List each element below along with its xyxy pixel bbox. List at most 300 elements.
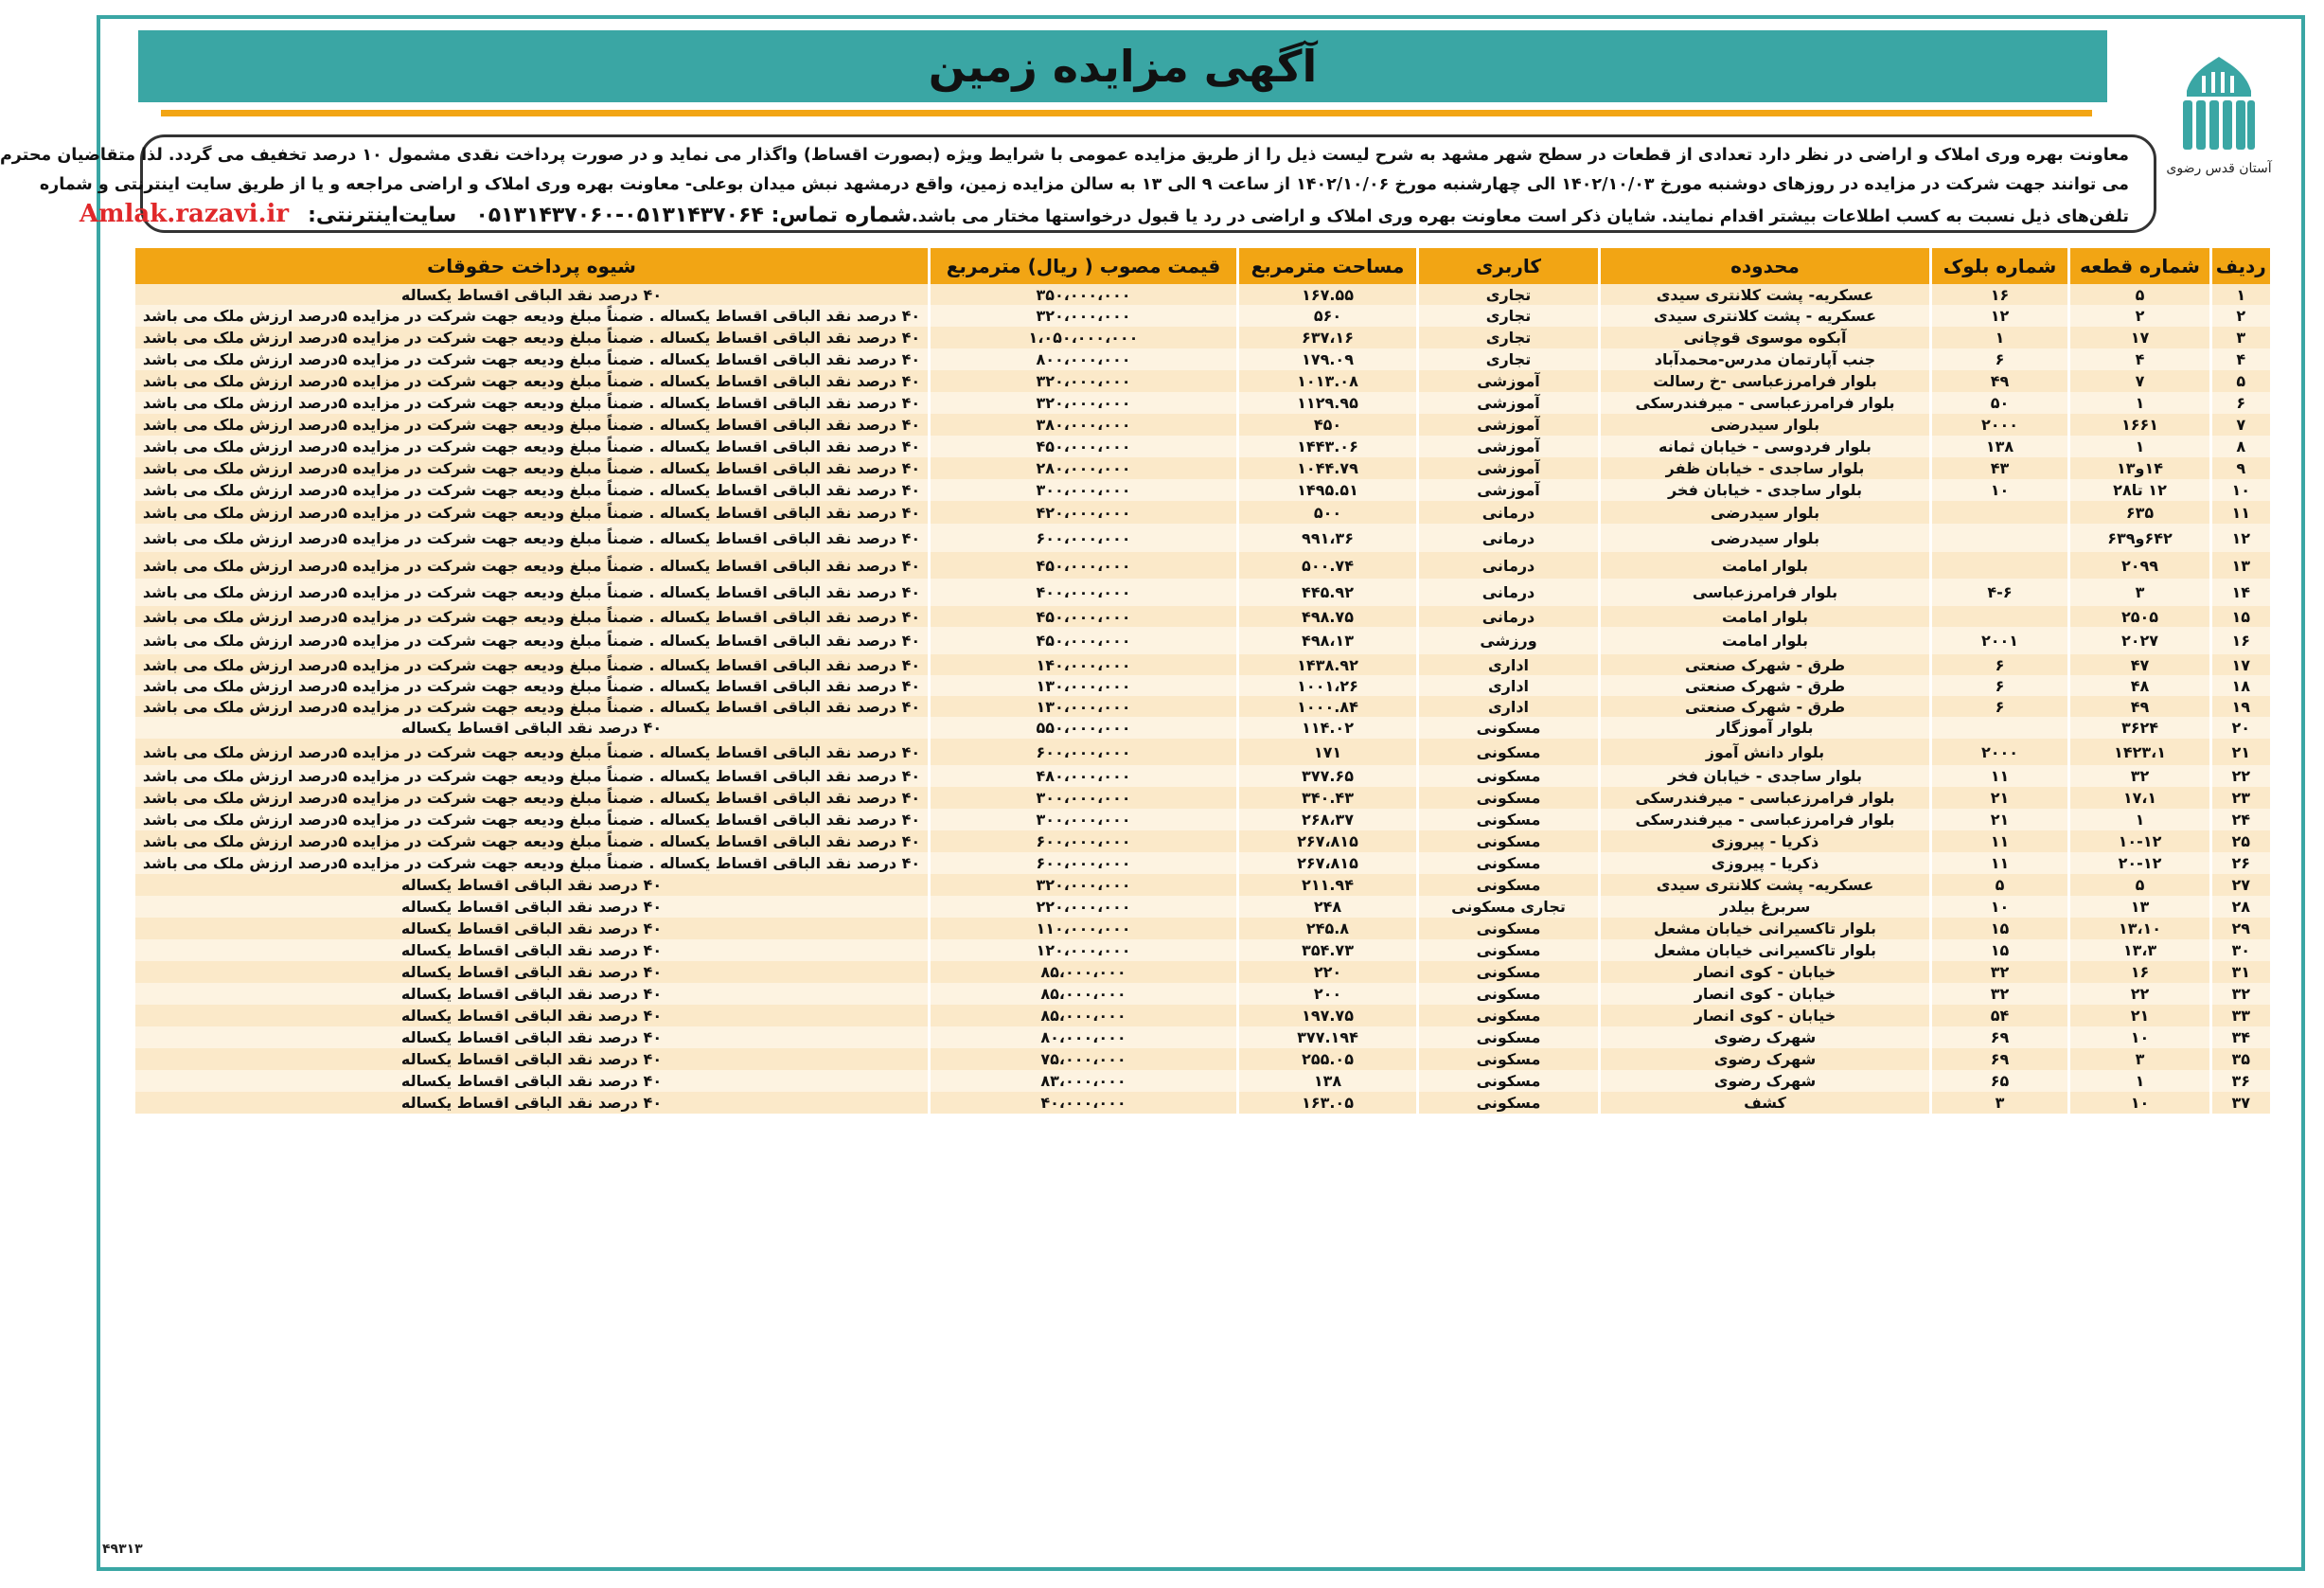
cell-row-number: ۳۱ [2211,961,2270,983]
cell-block-number: ۶۵ [1931,1070,2069,1092]
cell-usage: تجاری [1418,284,1600,305]
table-row [134,1048,2270,1070]
table-row [134,852,2270,874]
cell-price: ۴۵۰،۰۰۰،۰۰۰ [930,436,1238,457]
cell-area: سربرغ بیلدر [1600,896,1931,918]
cell-row-number: ۱۹ [2211,696,2270,717]
cell-price: ۳۸۰،۰۰۰،۰۰۰ [930,414,1238,436]
cell-area: طرق - شهرک صنعتی [1600,696,1931,717]
cell-price: ۲۸۰،۰۰۰،۰۰۰ [930,457,1238,479]
cell-price: ۴۵۰،۰۰۰،۰۰۰ [930,606,1238,627]
cell-row-number: ۱۲ [2211,524,2270,552]
cell-plot-number: ۴۸ [2069,675,2211,696]
cell-plot-number: ۱۴۲۳،۱ [2069,739,2211,765]
cell-plot-number: ۱۳ [2069,896,2211,918]
cell-usage: مسکونی [1418,1092,1600,1114]
shrine-dome-icon [2173,53,2264,159]
cell-plot-number: ۲۱ [2069,1005,2211,1026]
table-body [134,284,2270,1114]
table-row [134,675,2270,696]
cell-usage: مسکونی [1418,765,1600,787]
cell-payment-terms: ۴۰ درصد نقد الباقی اقساط یکساله . ضمناً مبلغ ودیعه جهت شرکت در مزایده ۵درصد ارزش ملک می باشد [134,579,930,606]
cell-block-number [1931,501,2069,524]
cell-plot-number: ۱۳،۳ [2069,939,2211,961]
cell-usage: مسکونی [1418,787,1600,809]
cell-size: ۱۰۰۰.۸۴ [1238,696,1418,717]
title-banner [138,30,2107,102]
cell-payment-terms: ۴۰ درصد نقد الباقی اقساط یکساله . ضمناً مبلغ ودیعه جهت شرکت در مزایده ۵درصد ارزش ملک می باشد [134,787,930,809]
cell-size: ۴۹۸،۱۳ [1238,627,1418,654]
table-row [134,579,2270,606]
cell-plot-number: ۱۴و۱۳ [2069,457,2211,479]
cell-size: ۵۰۰ [1238,501,1418,524]
table-row [134,874,2270,896]
cell-row-number: ۳۰ [2211,939,2270,961]
cell-block-number: ۶ [1931,654,2069,675]
cell-row-number: ۱۴ [2211,579,2270,606]
cell-usage: اداری [1418,654,1600,675]
header-area: محدوده [1600,248,1931,284]
cell-payment-terms: ۴۰ درصد نقد الباقی اقساط یکساله [134,918,930,939]
cell-payment-terms: ۴۰ درصد نقد الباقی اقساط یکساله . ضمناً مبلغ ودیعه جهت شرکت در مزایده ۵درصد ارزش ملک می باشد [134,414,930,436]
table-row [134,939,2270,961]
cell-area: بلوار ساجدی - خیابان فخر [1600,479,1931,501]
cell-size: ۶۳۷،۱۶ [1238,327,1418,348]
cell-size: ۱۶۷.۵۵ [1238,284,1418,305]
cell-usage: مسکونی [1418,1048,1600,1070]
phone-label: شماره تماس: [771,204,912,227]
cell-plot-number: ۶۳۵ [2069,501,2211,524]
cell-size: ۲۵۵.۰۵ [1238,1048,1418,1070]
cell-row-number: ۱۱ [2211,501,2270,524]
cell-block-number: ۲۰۰۰ [1931,414,2069,436]
header-usage: کاربری [1418,248,1600,284]
table-row [134,717,2270,739]
cell-row-number: ۲۵ [2211,830,2270,852]
cell-area: عسکریه- پشت کلانتری سیدی [1600,284,1931,305]
cell-block-number: ۱۱ [1931,830,2069,852]
cell-block-number: ۱ [1931,327,2069,348]
cell-payment-terms: ۴۰ درصد نقد الباقی اقساط یکساله [134,1092,930,1114]
cell-usage: مسکونی [1418,852,1600,874]
cell-size: ۳۷۷.۱۹۴ [1238,1026,1418,1048]
cell-row-number: ۸ [2211,436,2270,457]
cell-area: کشف [1600,1092,1931,1114]
cell-row-number: ۲۷ [2211,874,2270,896]
cell-area: بلوار دانش آموز [1600,739,1931,765]
cell-payment-terms: ۴۰ درصد نقد الباقی اقساط یکساله [134,717,930,739]
cell-block-number: ۱۳۸ [1931,436,2069,457]
cell-area: بلوار فرامرزعباسی [1600,579,1931,606]
cell-area: بلوار آموزگار [1600,717,1931,739]
cell-payment-terms: ۴۰ درصد نقد الباقی اقساط یکساله . ضمناً مبلغ ودیعه جهت شرکت در مزایده ۵درصد ارزش ملک می باشد [134,524,930,552]
contact-info [80,200,912,230]
cell-size: ۱۹۷.۷۵ [1238,1005,1418,1026]
cell-area: ذکریا - پیروزی [1600,830,1931,852]
cell-row-number: ۲۹ [2211,918,2270,939]
cell-block-number: ۱۰ [1931,896,2069,918]
cell-block-number: ۱۰ [1931,479,2069,501]
cell-payment-terms: ۴۰ درصد نقد الباقی اقساط یکساله . ضمناً مبلغ ودیعه جهت شرکت در مزایده ۵درصد ارزش ملک می باشد [134,327,930,348]
cell-block-number [1931,606,2069,627]
cell-plot-number: ۲۰-۱۲ [2069,852,2211,874]
table-row [134,414,2270,436]
cell-block-number: ۵۴ [1931,1005,2069,1026]
cell-block-number [1931,717,2069,739]
cell-usage: تجاری مسکونی [1418,896,1600,918]
cell-payment-terms: ۴۰ درصد نقد الباقی اقساط یکساله [134,1070,930,1092]
cell-payment-terms: ۴۰ درصد نقد الباقی اقساط یکساله [134,874,930,896]
cell-usage: اداری [1418,675,1600,696]
cell-size: ۹۹۱،۳۶ [1238,524,1418,552]
cell-price: ۱،۰۵۰،۰۰۰،۰۰۰ [930,327,1238,348]
cell-plot-number: ۴۹ [2069,696,2211,717]
cell-price: ۱۱۰،۰۰۰،۰۰۰ [930,918,1238,939]
cell-payment-terms: ۴۰ درصد نقد الباقی اقساط یکساله . ضمناً مبلغ ودیعه جهت شرکت در مزایده ۵درصد ارزش ملک می باشد [134,305,930,327]
cell-row-number: ۳۲ [2211,983,2270,1005]
auction-table [133,248,2270,1114]
cell-plot-number: ۱۳،۱۰ [2069,918,2211,939]
logo-text: آستان قدس رضوی [2166,161,2272,176]
cell-area: شهرک رضوی [1600,1070,1931,1092]
cell-area: طرق - شهرک صنعتی [1600,654,1931,675]
cell-area: خیابان - کوی انصار [1600,983,1931,1005]
cell-size: ۳۵۴.۷۳ [1238,939,1418,961]
cell-price: ۶۰۰،۰۰۰،۰۰۰ [930,852,1238,874]
cell-row-number: ۴ [2211,348,2270,370]
cell-plot-number: ۳۲ [2069,765,2211,787]
cell-row-number: ۳۷ [2211,1092,2270,1114]
cell-price: ۱۳۰،۰۰۰،۰۰۰ [930,696,1238,717]
cell-plot-number: ۱۰-۱۲ [2069,830,2211,852]
cell-row-number: ۱۳ [2211,552,2270,579]
header-block-number: شماره بلوک [1931,248,2069,284]
cell-plot-number: ۵ [2069,874,2211,896]
table-row [134,696,2270,717]
table-row [134,896,2270,918]
cell-price: ۴۸۰،۰۰۰،۰۰۰ [930,765,1238,787]
cell-row-number: ۱۰ [2211,479,2270,501]
cell-block-number: ۴۳ [1931,457,2069,479]
cell-payment-terms: ۴۰ درصد نقد الباقی اقساط یکساله [134,939,930,961]
cell-size: ۴۴۵.۹۲ [1238,579,1418,606]
cell-area: آبکوه موسوی قوچانی [1600,327,1931,348]
table-row [134,627,2270,654]
cell-size: ۲۶۷،۸۱۵ [1238,830,1418,852]
cell-price: ۱۲۰،۰۰۰،۰۰۰ [930,939,1238,961]
cell-price: ۳۵۰،۰۰۰،۰۰۰ [930,284,1238,305]
cell-usage: مسکونی [1418,1070,1600,1092]
table-row [134,918,2270,939]
cell-plot-number: ۶۴۲و۶۳۹ [2069,524,2211,552]
cell-price: ۳۲۰،۰۰۰،۰۰۰ [930,305,1238,327]
cell-row-number: ۵ [2211,370,2270,392]
cell-usage: درمانی [1418,579,1600,606]
website-link[interactable]: Amlak.razavi.ir [79,200,290,228]
cell-usage: آموزشی [1418,457,1600,479]
table-row [134,370,2270,392]
intro-contact-line [79,200,2129,232]
cell-payment-terms: ۴۰ درصد نقد الباقی اقساط یکساله . ضمناً مبلغ ودیعه جهت شرکت در مزایده ۵درصد ارزش ملک می باشد [134,739,930,765]
cell-area: ذکریا - پیروزی [1600,852,1931,874]
cell-size: ۱۷۱ [1238,739,1418,765]
cell-block-number: ۶۹ [1931,1026,2069,1048]
cell-area: بلوار فرامرزعباسی -خ رسالت [1600,370,1931,392]
table-row [134,501,2270,524]
cell-usage: درمانی [1418,606,1600,627]
cell-usage: مسکونی [1418,1026,1600,1048]
cell-usage: تجاری [1418,348,1600,370]
header-size: مساحت مترمربع [1238,248,1418,284]
cell-usage: تجاری [1418,305,1600,327]
cell-area: بلوار فرامرزعباسی - میرفندرسکی [1600,787,1931,809]
cell-block-number [1931,524,2069,552]
table-row [134,1005,2270,1026]
cell-size: ۳۷۷.۶۵ [1238,765,1418,787]
cell-block-number: ۴۹ [1931,370,2069,392]
cell-size: ۱۴۹۵.۵۱ [1238,479,1418,501]
cell-price: ۳۰۰،۰۰۰،۰۰۰ [930,479,1238,501]
cell-usage: آموزشی [1418,436,1600,457]
cell-payment-terms: ۴۰ درصد نقد الباقی اقساط یکساله . ضمناً مبلغ ودیعه جهت شرکت در مزایده ۵درصد ارزش ملک می باشد [134,675,930,696]
cell-block-number: ۶ [1931,696,2069,717]
cell-price: ۸۰۰،۰۰۰،۰۰۰ [930,348,1238,370]
cell-row-number: ۱ [2211,284,2270,305]
cell-price: ۴۲۰،۰۰۰،۰۰۰ [930,501,1238,524]
cell-size: ۱۰۰۱،۲۶ [1238,675,1418,696]
cell-usage: مسکونی [1418,939,1600,961]
cell-area: بلوار سیدرضی [1600,501,1931,524]
cell-payment-terms: ۴۰ درصد نقد الباقی اقساط یکساله . ضمناً مبلغ ودیعه جهت شرکت در مزایده ۵درصد ارزش ملک می باشد [134,348,930,370]
table-row [134,961,2270,983]
cell-size: ۵۶۰ [1238,305,1418,327]
cell-area: عسکریه- پشت کلانتری سیدی [1600,874,1931,896]
cell-block-number: ۶ [1931,348,2069,370]
table-row [134,809,2270,830]
cell-row-number: ۲۴ [2211,809,2270,830]
table-row [134,524,2270,552]
cell-row-number: ۲۰ [2211,717,2270,739]
cell-price: ۵۵۰،۰۰۰،۰۰۰ [930,717,1238,739]
cell-block-number: ۲۰۰۱ [1931,627,2069,654]
cell-price: ۴۰۰،۰۰۰،۰۰۰ [930,579,1238,606]
cell-block-number: ۲۱ [1931,809,2069,830]
table-row [134,765,2270,787]
table-row [134,1070,2270,1092]
cell-size: ۳۴۰.۴۳ [1238,787,1418,809]
cell-size: ۱۶۳.۰۵ [1238,1092,1418,1114]
cell-row-number: ۲۱ [2211,739,2270,765]
cell-area: بلوار ساجدی - خیابان فخر [1600,765,1931,787]
site-label: سایت‌اینترنتی: [308,204,457,227]
cell-plot-number: ۱۶ [2069,961,2211,983]
phone-numbers: ۰۵۱۳۱۴۳۷۰۶۴-۰۵۱۳۱۴۳۷۰۶۰ [475,204,764,227]
cell-plot-number: ۱ [2069,436,2211,457]
cell-plot-number: ۳ [2069,579,2211,606]
cell-area: بلوار ساجدی - خیابان ظفر [1600,457,1931,479]
cell-price: ۱۴۰،۰۰۰،۰۰۰ [930,654,1238,675]
cell-payment-terms: ۴۰ درصد نقد الباقی اقساط یکساله . ضمناً مبلغ ودیعه جهت شرکت در مزایده ۵درصد ارزش ملک می باشد [134,696,930,717]
cell-size: ۲۰۰ [1238,983,1418,1005]
cell-price: ۳۲۰،۰۰۰،۰۰۰ [930,874,1238,896]
cell-payment-terms: ۴۰ درصد نقد الباقی اقساط یکساله . ضمناً مبلغ ودیعه جهت شرکت در مزایده ۵درصد ارزش ملک می باشد [134,765,930,787]
intro-line-3: تلفن‌های ذیل نسبت به کسب اطلاعات بیشتر اقدام نمایند. شایان ذکر است معاونت بهره وری املاک و اراضی در رد یا قبول درخواستها مختار می باشد. [911,207,2129,226]
cell-row-number: ۱۶ [2211,627,2270,654]
cell-size: ۱۱۲۹.۹۵ [1238,392,1418,414]
cell-plot-number: ۱۰ [2069,1026,2211,1048]
table-row [134,392,2270,414]
cell-payment-terms: ۴۰ درصد نقد الباقی اقساط یکساله [134,1005,930,1026]
cell-usage: مسکونی [1418,961,1600,983]
cell-size: ۲۱۱.۹۴ [1238,874,1418,896]
cell-block-number: ۳ [1931,1092,2069,1114]
cell-usage: اداری [1418,696,1600,717]
cell-area: بلوار فردوسی - خیابان ثمانه [1600,436,1931,457]
cell-row-number: ۳۵ [2211,1048,2270,1070]
cell-usage: درمانی [1418,552,1600,579]
cell-price: ۸۵،۰۰۰،۰۰۰ [930,961,1238,983]
cell-price: ۳۰۰،۰۰۰،۰۰۰ [930,787,1238,809]
cell-block-number: ۶ [1931,675,2069,696]
cell-area: بلوار سیدرضی [1600,414,1931,436]
astan-quds-logo [2166,53,2272,182]
intro-line-2: می توانند جهت شرکت در مزایده در روزهای دوشنبه مورخ ۱۴۰۲/۱۰/۰۳ الی چهارشنبه مورخ ۱۴۰۲/۱۰/۰۶ از ساعت ۹ الی ۱۳ به سالن مزایده زمین، واقع درمشهد نبش میدان بوعلی- معاونت بهره وری املاک و اراضی مراجعه و یا از طریق سایت اینترنتی و شماره [39,175,2129,194]
cell-block-number: ۱۵ [1931,939,2069,961]
cell-price: ۴۰،۰۰۰،۰۰۰ [930,1092,1238,1114]
cell-size: ۱۰۱۳.۰۸ [1238,370,1418,392]
cell-row-number: ۲۲ [2211,765,2270,787]
cell-area: طرق - شهرک صنعتی [1600,675,1931,696]
cell-row-number: ۹ [2211,457,2270,479]
cell-price: ۳۲۰،۰۰۰،۰۰۰ [930,392,1238,414]
cell-plot-number: ۱۷،۱ [2069,787,2211,809]
cell-plot-number: ۱۰ [2069,1092,2211,1114]
cell-payment-terms: ۴۰ درصد نقد الباقی اقساط یکساله . ضمناً مبلغ ودیعه جهت شرکت در مزایده ۵درصد ارزش ملک می باشد [134,627,930,654]
cell-row-number: ۲۸ [2211,896,2270,918]
cell-payment-terms: ۴۰ درصد نقد الباقی اقساط یکساله . ضمناً مبلغ ودیعه جهت شرکت در مزایده ۵درصد ارزش ملک می باشد [134,552,930,579]
cell-row-number: ۲۳ [2211,787,2270,809]
cell-price: ۸۰،۰۰۰،۰۰۰ [930,1026,1238,1048]
cell-row-number: ۲۶ [2211,852,2270,874]
cell-payment-terms: ۴۰ درصد نقد الباقی اقساط یکساله . ضمناً مبلغ ودیعه جهت شرکت در مزایده ۵درصد ارزش ملک می باشد [134,436,930,457]
cell-plot-number: ۱۶۶۱ [2069,414,2211,436]
cell-price: ۸۳،۰۰۰،۰۰۰ [930,1070,1238,1092]
table-row [134,305,2270,327]
cell-area: بلوار تاکسیرانی خیابان مشعل [1600,939,1931,961]
cell-plot-number: ۲ [2069,305,2211,327]
cell-price: ۴۵۰،۰۰۰،۰۰۰ [930,552,1238,579]
cell-block-number: ۳۲ [1931,961,2069,983]
cell-size: ۲۶۷،۸۱۵ [1238,852,1418,874]
cell-area: جنب آپارتمان مدرس-محمدآباد [1600,348,1931,370]
header-plot-number: شماره قطعه [2069,248,2211,284]
cell-price: ۶۰۰،۰۰۰،۰۰۰ [930,739,1238,765]
table-row [134,327,2270,348]
cell-plot-number: ۲۰۹۹ [2069,552,2211,579]
cell-usage: مسکونی [1418,717,1600,739]
cell-usage: مسکونی [1418,830,1600,852]
cell-row-number: ۱۵ [2211,606,2270,627]
cell-plot-number: ۱۲ تا۲۸ [2069,479,2211,501]
cell-block-number: ۱۱ [1931,852,2069,874]
title-underline [161,110,2092,116]
table-row [134,983,2270,1005]
cell-block-number: ۱۶ [1931,284,2069,305]
cell-block-number: ۱۱ [1931,765,2069,787]
cell-payment-terms: ۴۰ درصد نقد الباقی اقساط یکساله . ضمناً مبلغ ودیعه جهت شرکت در مزایده ۵درصد ارزش ملک می باشد [134,654,930,675]
cell-plot-number: ۲۵۰۵ [2069,606,2211,627]
cell-payment-terms: ۴۰ درصد نقد الباقی اقساط یکساله . ضمناً مبلغ ودیعه جهت شرکت در مزایده ۵درصد ارزش ملک می باشد [134,809,930,830]
intro-box [0,134,2156,233]
cell-size: ۲۴۸ [1238,896,1418,918]
cell-row-number: ۳۳ [2211,1005,2270,1026]
cell-payment-terms: ۴۰ درصد نقد الباقی اقساط یکساله . ضمناً مبلغ ودیعه جهت شرکت در مزایده ۵درصد ارزش ملک می باشد [134,457,930,479]
cell-payment-terms: ۴۰ درصد نقد الباقی اقساط یکساله . ضمناً مبلغ ودیعه جهت شرکت در مزایده ۵درصد ارزش ملک می باشد [134,479,930,501]
cell-size: ۴۹۸.۷۵ [1238,606,1418,627]
cell-size: ۱۴۳۸.۹۲ [1238,654,1418,675]
cell-payment-terms: ۴۰ درصد نقد الباقی اقساط یکساله [134,284,930,305]
cell-payment-terms: ۴۰ درصد نقد الباقی اقساط یکساله . ضمناً مبلغ ودیعه جهت شرکت در مزایده ۵درصد ارزش ملک می باشد [134,606,930,627]
cell-size: ۲۲۰ [1238,961,1418,983]
table-row [134,739,2270,765]
header-row-number: ردیف [2211,248,2270,284]
table-row [134,348,2270,370]
cell-payment-terms: ۴۰ درصد نقد الباقی اقساط یکساله . ضمناً مبلغ ودیعه جهت شرکت در مزایده ۵درصد ارزش ملک می باشد [134,370,930,392]
cell-row-number: ۶ [2211,392,2270,414]
cell-usage: مسکونی [1418,874,1600,896]
cell-payment-terms: ۴۰ درصد نقد الباقی اقساط یکساله . ضمناً مبلغ ودیعه جهت شرکت در مزایده ۵درصد ارزش ملک می باشد [134,830,930,852]
table-row [134,479,2270,501]
cell-size: ۲۴۵.۸ [1238,918,1418,939]
cell-area: بلوار تاکسیرانی خیابان مشعل [1600,918,1931,939]
cell-plot-number: ۳ [2069,1048,2211,1070]
cell-row-number: ۲ [2211,305,2270,327]
cell-block-number: ۱۵ [1931,918,2069,939]
cell-size: ۱۱۴.۰۲ [1238,717,1418,739]
cell-row-number: ۳۴ [2211,1026,2270,1048]
cell-price: ۶۰۰،۰۰۰،۰۰۰ [930,830,1238,852]
cell-block-number: ۴-۶ [1931,579,2069,606]
cell-usage: آموزشی [1418,479,1600,501]
header-price: قیمت مصوب ( ریال) مترمربع [930,248,1238,284]
cell-usage: مسکونی [1418,1005,1600,1026]
cell-area: شهرک رضوی [1600,1048,1931,1070]
table-row [134,284,2270,305]
cell-usage: مسکونی [1418,809,1600,830]
cell-area: بلوار امامت [1600,552,1931,579]
cell-plot-number: ۱۷ [2069,327,2211,348]
cell-plot-number: ۵ [2069,284,2211,305]
cell-plot-number: ۲۰۲۷ [2069,627,2211,654]
cell-area: شهرک رضوی [1600,1026,1931,1048]
table-row [134,830,2270,852]
cell-block-number: ۶۹ [1931,1048,2069,1070]
cell-usage: آموزشی [1418,392,1600,414]
table-row [134,606,2270,627]
cell-price: ۲۲۰،۰۰۰،۰۰۰ [930,896,1238,918]
cell-payment-terms: ۴۰ درصد نقد الباقی اقساط یکساله [134,983,930,1005]
cell-price: ۶۰۰،۰۰۰،۰۰۰ [930,524,1238,552]
cell-area: عسکریه - پشت کلانتری سیدی [1600,305,1931,327]
cell-usage: مسکونی [1418,983,1600,1005]
cell-area: بلوار امامت [1600,627,1931,654]
cell-row-number: ۳۶ [2211,1070,2270,1092]
table-row [134,552,2270,579]
cell-payment-terms: ۴۰ درصد نقد الباقی اقساط یکساله [134,961,930,983]
cell-price: ۸۵،۰۰۰،۰۰۰ [930,1005,1238,1026]
cell-payment-terms: ۴۰ درصد نقد الباقی اقساط یکساله . ضمناً مبلغ ودیعه جهت شرکت در مزایده ۵درصد ارزش ملک می باشد [134,392,930,414]
cell-payment-terms: ۴۰ درصد نقد الباقی اقساط یکساله [134,1048,930,1070]
